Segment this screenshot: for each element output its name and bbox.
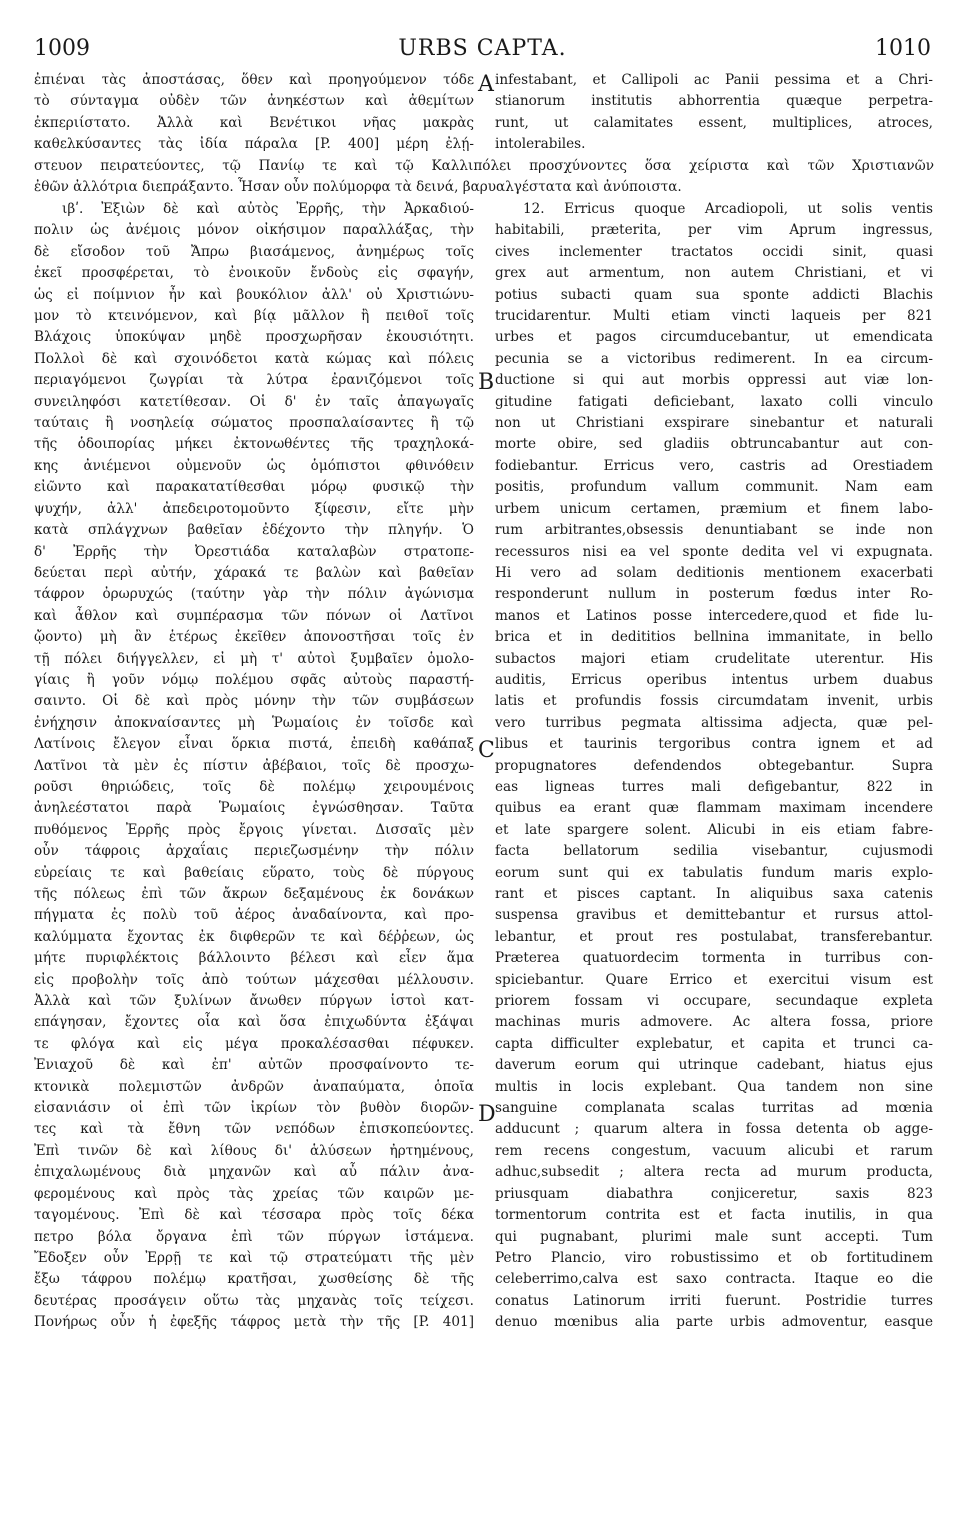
text-line: recessuros nisi ea vel sponte dedita vel vi expugnata. xyxy=(495,543,933,560)
text-line: πήγματα ἐς πολὺ τοῦ ἀέρος ἀναδαίνοντα, καὶ προ- xyxy=(34,907,474,924)
text-line: urbem unicum certamen, præmium et finem labo- xyxy=(495,500,933,517)
text-line: ἐκεῖ προσφέρεται, τὸ ἐνοικοῦν ἔνδοὺς εἰς σφαγήν, xyxy=(34,265,474,282)
text-line: conatus Latinorum irriti fuerunt. Postridie turres xyxy=(495,1292,933,1309)
text-line: πυθόμενος Ἐρρῆς πρὸς ἔργοις γίνεται. Δισσαῖς μὲν xyxy=(34,821,474,838)
text-line: vero turribus pegmata altissima adjecta, quæ pel- xyxy=(495,714,933,731)
text-line: Πολλοὶ δὲ καὶ σχοινόδετοι κατὰ κώμας καὶ πόλεις xyxy=(34,350,474,367)
text-line: ductione si qui aut morbis oppressi aut viæ lon- xyxy=(495,372,933,389)
text-line: manos et Latinos posse intercedere,quod et fide lu- xyxy=(495,607,933,624)
text-line: non ut Christiani exspirare sinebantur et naturali xyxy=(495,415,933,432)
latin-column-main xyxy=(495,199,933,1334)
text-line: τῆς πόλεως ἐπὶ τῶν ἄκρων δεξαμένους ἐκ δονάκων xyxy=(34,886,474,902)
full-width-lines xyxy=(34,156,934,199)
text-line: καλύμματα ἔχοντας ἐκ διφθερῶν τε καὶ δέῤῥεων, ὡς xyxy=(34,928,474,945)
text-line: πετρο βόλα ὄργανα ἐπὶ τῶν πύργων ἱστάμενα. xyxy=(34,1228,474,1245)
text-line: spiciebantur. Quare Errico et exercitui visum est xyxy=(495,971,933,988)
text-line: ιβʹ. Ἐξιὼν δὲ καὶ αὐτὸς Ἐρρῆς, τὴν Ἀρκαδιού- xyxy=(62,201,474,217)
text-line: Hi vero ad solam deditionis mentionem exacerbati xyxy=(495,564,933,581)
text-line: brica et in dedititios bellnina immanitate, in bello xyxy=(495,629,933,646)
text-line: machinas muris admovere. Ac altera fossa, priore xyxy=(495,1014,933,1031)
text-line: ᾤοντο) μὴ ἂν ἑτέρως ἐκεῖθεν ἀπονοστῆσαι τοῖς ἐν xyxy=(34,629,474,646)
text-line: καθελκύσαντες τὰς ἰδία πάραλα [P. 400] μέρη ἐλῄ- xyxy=(34,136,474,153)
text-line: infestabant, et Callipoli ac Panii pessima et a Chri- xyxy=(495,72,933,88)
text-line: ἔξω τάφρου πολέμῳ κρατῆσαι, χωσθείσης δὲ τῆς xyxy=(34,1271,474,1288)
text-line: rant et pisces captant. In aliquibus saxa catenis xyxy=(495,886,933,902)
text-line: quibus ea erant quæ flammam maximam incendere xyxy=(495,800,933,817)
text-line: κτονικὰ πολεμιστῶν ἀνδρῶν ἀναπαύματα, ὁποῖα xyxy=(34,1078,474,1095)
text-line: καὶ ἆθλον καὶ συμπέρασμα τῶν πόνων οἱ Λατῖνοι xyxy=(34,607,474,624)
text-line: συνειληφόσι κατετίθεσαν. Οἱ δ' ἐν ταῖς ἀπαγωγαῖς xyxy=(34,393,474,410)
right-page-number: 1010 xyxy=(875,35,931,61)
text-line: Ἐπὶ τινῶν δὲ καὶ λίθους δι' ἁλύσεων ἠρτημένους, xyxy=(34,1142,474,1159)
text-line: Λατίνοις ἔλεγον εἶναι ὅρκια πιστά, ἐπειδὴ καθάπαξ xyxy=(34,736,474,753)
text-line: εἰς προβολὴν τοῖς ἀπὸ τούτων μάχεσθαι μέλλουσιν. xyxy=(34,971,474,988)
text-line: τες καὶ τὰ ἔθνη τῶν νεπόδων ἐπισκοπεύοντες. xyxy=(34,1121,474,1138)
text-line: οὖν τάφροις ἀρχαΐαις περιεζωσμένην τὴν πόλιν xyxy=(34,843,474,860)
text-line: Λατῖνοι τὰ μὲν ἐς πίστιν ἀβέβαιοι, τοῖς δὲ προσχω- xyxy=(34,757,474,774)
text-line: trucidarentur. Multi etiam vincti laqueis per 821 xyxy=(495,308,933,325)
text-line: τε φλόγα καὶ εἰς μέγα προκαλέσασθαι πέφυκεν. xyxy=(34,1035,474,1052)
text-line: Βλάχοις ὑποκύψαν μηδὲ προσχωρῆσαν ἑκουσιότητι. xyxy=(34,329,474,346)
margin-letter-b: B xyxy=(478,370,495,395)
text-line: fodiebantur. Erricus vero, castris ad Orestiadem xyxy=(495,457,933,474)
text-line: επάγησαν, ἔχοντες οἷα καὶ ὅσα ἐπιχωδύντα ἐξάψαι xyxy=(34,1014,474,1031)
text-line: Præterea quatuordecim tormenta in turribus con- xyxy=(495,950,933,967)
text-line: Ἐνιαχοῦ δὲ καὶ ἐπ' αὐτῶν προσφαίνοντο τε- xyxy=(34,1057,474,1074)
text-line: εἰσανιάσιν οἱ ἐπὶ τῶν ἰκρίων τὸν βυθὸν διορῶν- xyxy=(34,1100,474,1117)
text-line: cives inclementer tractatos occidi sinit, quasi xyxy=(495,243,933,260)
text-line: ἐκπεριίστατο. Ἀλλὰ καὶ Βενέτικοι νῆας μακρὰς xyxy=(34,114,474,131)
text-line: adducunt ; quarum altera in fossa detenta ob agge- xyxy=(495,1121,933,1138)
running-title: URBS CAPTA. xyxy=(398,35,567,61)
text-line: μήτε πυριφλέκτοις βάλλοιντο βέλεσι καὶ εἶεν ἅμα xyxy=(34,950,474,967)
text-line: lebantur, et prout res postulabat, transferebantur. xyxy=(495,928,933,945)
margin-letter-a: A xyxy=(478,72,494,97)
text-line: στευον πειρατεύοντες, τῷ Πανίῳ τε καὶ τῷ Καλλιπόλει προσχύνοντες ὅσα χείριστα καὶ τῶν Χριστιανῶν xyxy=(34,158,934,174)
text-line: sanguine complanata scalas turritas ad mœnia xyxy=(495,1100,933,1117)
text-line: τάφρον ὀρωρυχώς (ταύτην γὰρ τὴν πόλιν ἀγώνισμα xyxy=(34,586,474,603)
text-line: stianorum institutis abhorrentia quæque perpetra- xyxy=(495,93,933,110)
text-line: ψυχήν, ἀλλ' ἀπεδειροτομοῦντο ξίφεσιν, εἴτε μὴν xyxy=(34,500,474,517)
text-line: φερομένους καὶ πρὸς τὰς χρείας τῶν καιρῶν με- xyxy=(34,1185,474,1202)
greek-column-top xyxy=(34,70,474,156)
text-line: μον τὸ κτεινόμενον, καὶ βίᾳ μᾶλλον ἢ πειθοῖ τοῖς xyxy=(34,308,474,325)
margin-letter-d: D xyxy=(478,1102,496,1127)
text-line: runt, ut calamitates essent, multiplices, atroces, xyxy=(495,114,933,131)
margin-letter-c: C xyxy=(478,738,495,763)
text-line: multis in locis explebant. Qua tandem non sine xyxy=(495,1078,933,1095)
text-line: qui pugnabant, plurimi male sunt accepti. Tum xyxy=(495,1228,933,1245)
left-page-number: 1009 xyxy=(34,35,90,61)
text-line: κατὰ σπλάγχνων βαθεῖαν ἐδέχοντο τὴν πληγήν. Ὁ xyxy=(34,522,474,539)
text-line: 12. Erricus quoque Arcadiopoli, ut solis ventis xyxy=(523,201,933,217)
text-line: priorem fossam vi occupare, secundaque expleta xyxy=(495,993,933,1010)
text-line: ροῦσι θηριώδεις, τοῖς δὲ πολέμῳ χειρουμένοις xyxy=(34,778,474,795)
text-line: et late spargere solent. Alicubi in eis etiam fabre- xyxy=(495,821,933,838)
text-line: rem recens congestum, vacuum alicubi et rarum xyxy=(495,1142,933,1159)
text-line: libus et taurinis tergoribus contra ignem et ad xyxy=(495,736,933,753)
text-line: suspensa gravibus et demittebantur et rursus attol- xyxy=(495,907,933,924)
text-line: gitudine fatigati deficiebant, laxato colli vinculo xyxy=(495,393,933,410)
text-line: ἐπιέναι τὰς ἀποστάσας, ὅθεν καὶ προηγούμενον τόδε xyxy=(34,72,474,88)
text-line: rum arbitrantes,obsessis denuntiabant se inde non xyxy=(495,522,933,539)
text-line: responderunt nullum in posterum fœdus inter Ro- xyxy=(495,586,933,603)
text-line: adhuc,subsedit ; altera recta ad murum producta, xyxy=(495,1164,933,1181)
text-line: Ἔδοξεν οὖν Ἐρρῇ τε καὶ τῷ στρατεύματι τῆς μὲν xyxy=(34,1249,474,1266)
text-line: δεύεται περὶ αὐτήν, χάρακά τε βαλὼν καὶ βαθεῖαν xyxy=(34,564,474,581)
running-head xyxy=(34,28,931,68)
text-line: auditis, Erricus operibus intentus urbem duabus xyxy=(495,671,933,688)
text-line: Πονήρως οὖν ἡ ἐφεξῆς τάφρος μετὰ τὴν τῆς [P. 401] xyxy=(34,1314,474,1331)
text-line: capta difficulter explebatur, et capita et trunci ca- xyxy=(495,1035,933,1052)
text-line: morte obire, sed gladiis obtruncabantur aut con- xyxy=(495,436,933,453)
text-line: Ἀλλὰ καὶ τῶν ξυλίνων ἄνωθεν πύργων ἱστοὶ κατ- xyxy=(34,993,474,1010)
text-line: tormentorum contrita est et facta inutilis, in qua xyxy=(495,1207,933,1224)
text-line: εἰῶντο καὶ παρακατατίθεσθαι μόρῳ φυσικῷ τὴν xyxy=(34,479,474,496)
latin-column-top xyxy=(495,70,933,156)
text-line: πολιν ὡς ἀνέμοις μόνον οἰκήσιμον παραλλάξας, τὴν xyxy=(34,222,474,239)
text-line: δευτέρας προσάγειν οὕτω τὰς μηχανὰς τοῖς τείχεσι. xyxy=(34,1292,474,1309)
text-line: τῆς ὁδοιπορίας μήκει ἐκτονωθέντες τῆς τραχηλοκά- xyxy=(34,436,474,453)
greek-column-main xyxy=(34,199,474,1334)
text-line: intolerabiles. xyxy=(495,136,586,153)
text-line: eorum sunt qui ex tabulatis fundum maris explo- xyxy=(495,864,933,881)
text-line: δ' Ἐρρῆς τὴν Ὀρεστιάδα καταλαβὼν στρατοπε- xyxy=(34,543,474,560)
text-line: τὸ σύνταγμα οὐδὲν τῶν ἀνηκέστων καὶ ἀθεμίτων xyxy=(34,93,474,110)
text-line: pecunia se a victoribus redimerent. In ea circum- xyxy=(495,350,933,367)
text-line: facta bellatorum sedilia visebantur, cujusmodi xyxy=(495,843,933,860)
text-line: τῇ πόλει διήγγελλεν, εἰ μὴ τ' αὐτοὶ ξυμβαῖεν ὁμολο- xyxy=(34,650,474,667)
text-line: Petro Plancio, viro robustissimo et ob fortitudinem xyxy=(495,1249,933,1266)
text-line: celeberrimo,calva est saxo contracta. Itaque eo die xyxy=(495,1271,933,1288)
text-line: σαιντο. Οἱ δὲ καὶ πρὸς μόνην τὴν τῶν συμβάσεων xyxy=(34,693,474,710)
text-line: δὲ εἴσοδον τοῦ Ἄπρω βιασάμενος, ἀνημέρως τοῖς xyxy=(34,243,474,260)
text-line: urbes et pagos circumducebantur, ut emendicata xyxy=(495,329,933,346)
text-line: latis et profundis fossis circumdatam invenit, urbis xyxy=(495,693,933,710)
text-line: eas ligneas turres mali defigebantur, 822 in xyxy=(495,778,933,795)
text-line: ἐθῶν ἀλλότρια διεπράξαντο. Ἦσαν οὖν πολύμορφα τὰ δεινά, βαρυαλγέστατα καὶ ἀνύποιστα. xyxy=(34,179,682,196)
text-line: denuo mœnibus alia parte urbis admoventur, easque xyxy=(495,1314,933,1331)
text-line: priusquam diabathra conjiceretur, saxis 823 xyxy=(495,1185,933,1202)
text-line: potius subacti quam sua sponte addicti Blachis xyxy=(495,286,933,303)
text-line: ἐνήχησιν ἀποκναίσαντες μὴ Ῥωμαίοις ἐν τοῖσδε καὶ xyxy=(34,714,474,731)
text-line: κης ἀνιέμενοι οὐμενοῦν ὡς ὁμόπιστοι φθινόθειν xyxy=(34,457,474,474)
text-line: ἐπιχαλωμένους διὰ μηχανῶν καὶ αὖ πάλιν ἀνα- xyxy=(34,1164,474,1181)
text-line: habitabili, præterita, per vim Aprum ingressus, xyxy=(495,222,933,239)
text-line: ταύταις ἢ νοσηλείᾳ σώματος προσπαλαίσαντες ἢ τῷ xyxy=(34,415,474,432)
text-line: subactos majori etiam crudelitate uterentur. His xyxy=(495,650,933,667)
text-line: ὡς εἰ ποίμνιον ἦν καὶ βουκόλιον ἀλλ' οὐ Χριστιώνυ- xyxy=(34,286,474,303)
text-line: ἀνηλεέστατοι παρὰ Ῥωμαίοις ἐγνώσθησαν. Ταῦτα xyxy=(34,800,474,817)
text-line: εὐρείαις τε καὶ βαθείαις εὕρατο, τοὺς δὲ πύργους xyxy=(34,864,474,881)
text-line: γίαις ἢ γοῦν νόμῳ πολέμου σφᾶς αὐτοὺς παραστή- xyxy=(34,671,474,688)
text-line: περιαγόμενοι ζωγρίαι τὰ λύτρα ἐρανιζόμενοι τοῖς xyxy=(34,372,474,389)
text-line: propugnatores defendendos obtegebantur. Supra xyxy=(495,757,933,774)
text-line: grex aut armentum, non autem Christiani, et vi xyxy=(495,265,933,282)
text-line: ταγομένους. Ἐπὶ δὲ καὶ τέσσαρα πρὸς τοῖς δέκα xyxy=(34,1207,474,1224)
text-line: daverum eorum qui utrinque cadebant, hiatus ejus xyxy=(495,1057,933,1074)
text-line: positis, profundum vallum communit. Nam eam xyxy=(495,479,933,496)
